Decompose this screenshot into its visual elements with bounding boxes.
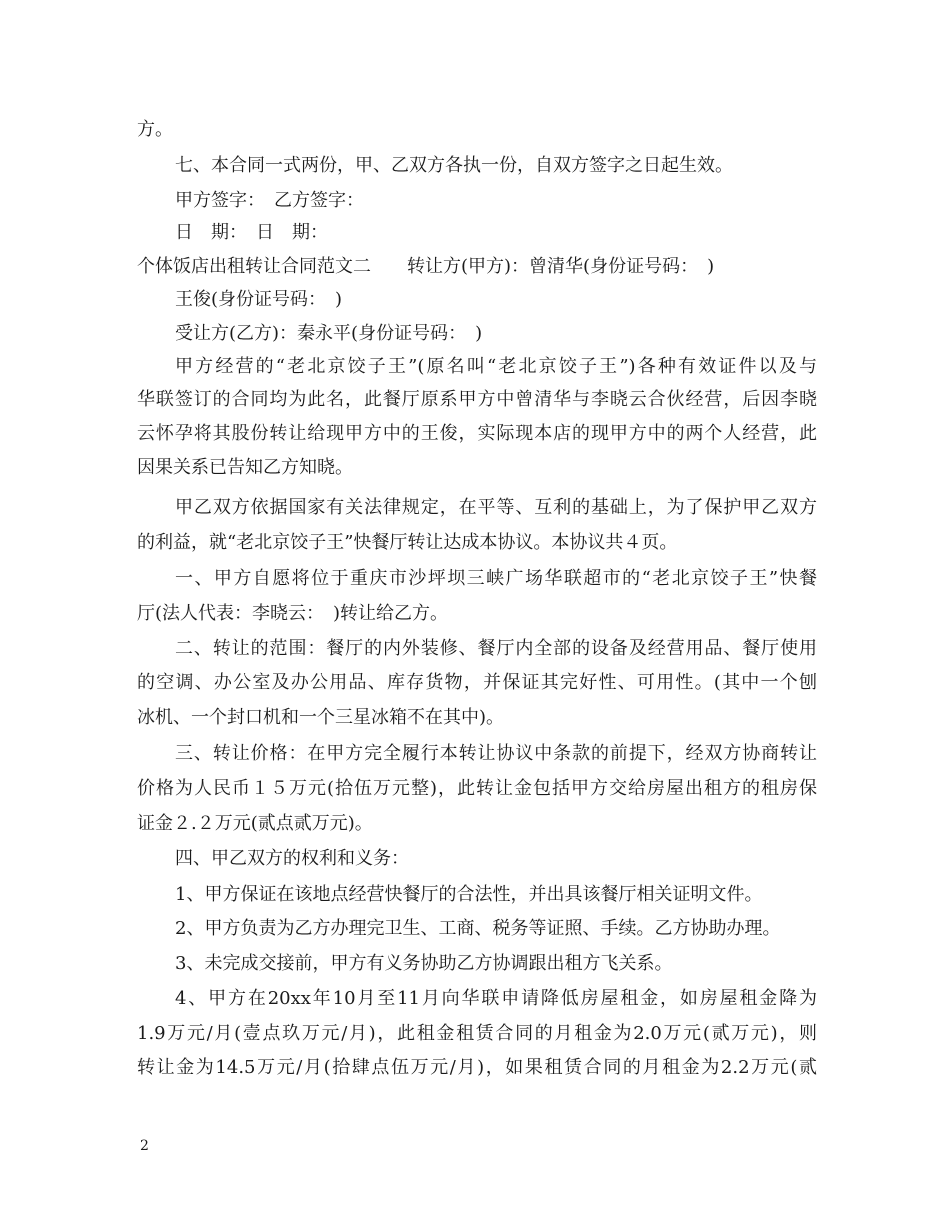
paragraph-line: 一、甲方自愿将位于重庆市沙坪坝三峡广场华联超市的“老北京饺子王”快餐 (175, 568, 817, 589)
paragraph-line: 的利益，就“老北京饺子王”快餐厅转让达成本协议。本协议共４页。 (137, 532, 678, 553)
paragraph-line: 受让方(乙方)：秦永平(身份证号码： ) (175, 323, 483, 344)
list-item: 3、未完成交接前，甲方有义务协助乙方协调跟出租方飞关系。 (175, 953, 673, 974)
paragraph-line: 价格为人民币１５万元(拾伍万元整)，此转让金包括甲方交给房屋出租方的租房保 (137, 778, 817, 799)
paragraph-line: 甲乙双方依据国家有关法律规定，在平等、互利的基础上，为了保护甲乙双方 (175, 497, 817, 518)
list-item: 4、甲方在20xx年10月至11月向华联申请降低房屋租金，如房屋租金降为 (175, 988, 817, 1009)
paragraph-line: 四、甲乙双方的权利和义务： (175, 848, 409, 869)
paragraph-line: 证金２.２万元(贰点贰万元)。 (137, 813, 373, 834)
paragraph-line: 因果关系已告知乙方知晓。 (137, 457, 353, 478)
paragraph-line: 1.9万元/月(壹点玖万元/月)，此租金租赁合同的月租金为2.0万元(贰万元)，则 (137, 1023, 817, 1044)
page-number: 2 (140, 1138, 149, 1154)
paragraph-line: 王俊(身份证号码： ) (175, 289, 343, 310)
paragraph-line: 甲方经营的“老北京饺子王”(原名叫“老北京饺子王”)各种有效证件以及与 (175, 356, 817, 377)
date-line: 日 期： 日 期： (175, 222, 328, 243)
paragraph-line: 厅(法人代表：李晓云： )转让给乙方。 (137, 603, 449, 624)
paragraph-line: 二、转让的范围：餐厅的内外装修、餐厅内全部的设备及经营用品、餐厅使用 (175, 638, 817, 659)
paragraph-line: 的空调、办公室及办公用品、库存货物，并保证其完好性、可用性。(其中一个刨 (137, 672, 817, 693)
section-title-line: 个体饭店出租转让合同范文二 转让方(甲方)：曾清华(身份证号码： ) (137, 256, 715, 277)
paragraph-line: 转让金为14.5万元/月(拾肆点伍万元/月)，如果租赁合同的月租金为2.2万元(贰 (137, 1057, 817, 1078)
paragraph-line: 云怀孕将其股份转让给现甲方中的王俊，实际现本店的现甲方中的两个人经营，此 (137, 423, 817, 444)
list-item: 2、甲方负责为乙方办理完卫生、工商、税务等证照、手续。乙方协助办理。 (175, 918, 781, 939)
paragraph-line: 冰机、一个封口机和一个三星冰箱不在其中)。 (137, 707, 505, 728)
paragraph-line: 华联签订的合同均为此名，此餐厅原系甲方中曾清华与李晓云合伙经营，后因李晓 (137, 389, 817, 410)
paragraph-line: 七、本合同一式两份，甲、乙双方各执一份，自双方签字之日起生效。 (175, 155, 733, 176)
signature-line: 甲方签字： 乙方签字： (175, 190, 364, 211)
paragraph-line: 三、转让价格：在甲方完全履行本转让协议中条款的前提下，经双方协商转让 (175, 743, 817, 764)
list-item: 1、甲方保证在该地点经营快餐厅的合法性，并出具该餐厅相关证明文件。 (175, 884, 763, 905)
paragraph-line: 方。 (137, 119, 173, 140)
